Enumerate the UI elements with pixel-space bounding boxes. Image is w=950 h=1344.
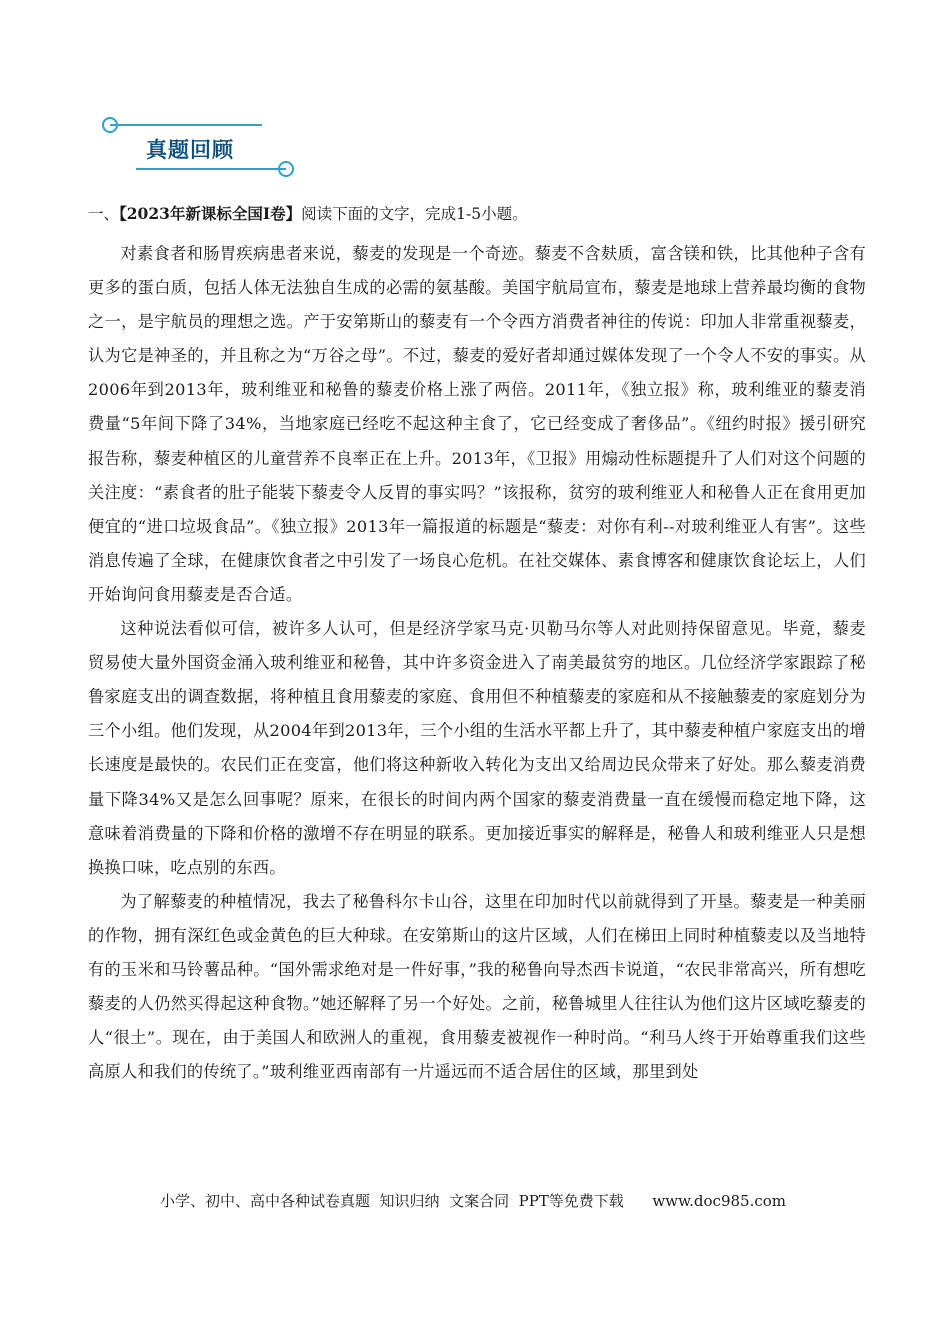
footer-text: 小学、初中、高中各种试卷真题 知识归纳 文案合同 PPT等免费下载 xyxy=(160,1192,624,1210)
passage-paragraph: 这种说法看似可信，被许多人认可，但是经济学家马克·贝勒马尔等人对此则持保留意见。毕竟，藜麦贸易使大量外国资金涌入玻利维亚和秘鲁，其中许多资金进入了南美最贫穷的地区。几位经济学家跟踪了秘鲁家庭支出的调查数据，将种植且食用藜麦的家庭、食用但不种植藜麦的家庭和从不接触藜麦的家庭划分为三个小组。他们发现，从2004年到2013年，三个小组的生活水平都上升了，其中藜麦种植户家庭支出的增长速度是最快的。农民们正在变富，他们将这种新收入转化为支出又给周边民众带来了好处。那么藜麦消费量下降34%又是怎么回事呢？原来，在很长的时间内两个国家的藜麦消费量一直在缓慢而稳定地下降，这意味着消费量的下降和价格的激增不存在明显的联系。更加接近事实的解释是，秘鲁人和玻利维亚人只是想换换口味，吃点别的东西。 xyxy=(88,619,866,877)
reading-passage xyxy=(88,237,866,1089)
question-instruction: 阅读下面的文字，完成1-5小题。 xyxy=(301,205,528,223)
question-source: 【2023年新课标全国Ⅰ卷】 xyxy=(119,204,302,223)
question-number: 一、 xyxy=(88,205,120,223)
banner-title: 真题回顾 xyxy=(146,138,234,162)
page-footer xyxy=(160,1190,786,1211)
footer-url[interactable]: www.doc985.com xyxy=(652,1192,787,1210)
section-banner xyxy=(100,112,300,182)
question-heading xyxy=(88,203,868,225)
passage-paragraph: 对素食者和肠胃疾病患者来说，藜麦的发现是一个奇迹。藜麦不含麸质，富含镁和铁，比其他种子含有更多的蛋白质，包括人体无法独自生成的必需的氨基酸。美国宇航局宣布，藜麦是地球上营养最均衡的食物之一，是宇航员的理想之选。产于安第斯山的藜麦有一个令西方消费者神往的传说：印加人非常重视藜麦，认为它是神圣的，并且称之为“万谷之母”。不过，藜麦的爱好者却通过媒体发现了一个令人不安的事实。从2006年到2013年，玻利维亚和秘鲁的藜麦价格上涨了两倍。2011年，《独立报》称，玻利维亚的藜麦消费量“5年间下降了34%，当地家庭已经吃不起这种主食了，它已经变成了奢侈品”。《纽约时报》援引研究报告称，藜麦种植区的儿童营养不良率正在上升。2013年，《卫报》用煽动性标题提升了人们对这个问题的关注度：“素食者的肚子能装下藜麦令人反胃的事实吗？”该报称，贫穷的玻利维亚人和秘鲁人正在食用更加便宜的“进口垃圾食品”。《独立报》2013年一篇报道的标题是“藜麦：对你有利--对玻利维亚人有害”。这些消息传遍了全球，在健康饮食者之中引发了一场良心危机。在社交媒体、素食博客和健康饮食论坛上，人们开始询问食用藜麦是否合适。 xyxy=(88,244,866,604)
passage-paragraph: 为了解藜麦的种植情况，我去了秘鲁科尔卡山谷，这里在印加时代以前就得到了开垦。藜麦是一种美丽的作物，拥有深红色或金黄色的巨大种球。在安第斯山的这片区域，人们在梯田上同时种植藜麦以及当地特有的玉米和马铃薯品种。“国外需求绝对是一件好事，”我的秘鲁向导杰西卡说道，“农民非常高兴，所有想吃藜麦的人仍然买得起这种食物。”她还解释了另一个好处。之前，秘鲁城里人往往认为他们这片区域吃藜麦的人“很土”。现在，由于美国人和欧洲人的重视，食用藜麦被视作一种时尚。“利马人终于开始尊重我们这些高原人和我们的传统了。”玻利维亚西南部有一片遥远而不适合居住的区域，那里到处 xyxy=(88,891,866,1082)
